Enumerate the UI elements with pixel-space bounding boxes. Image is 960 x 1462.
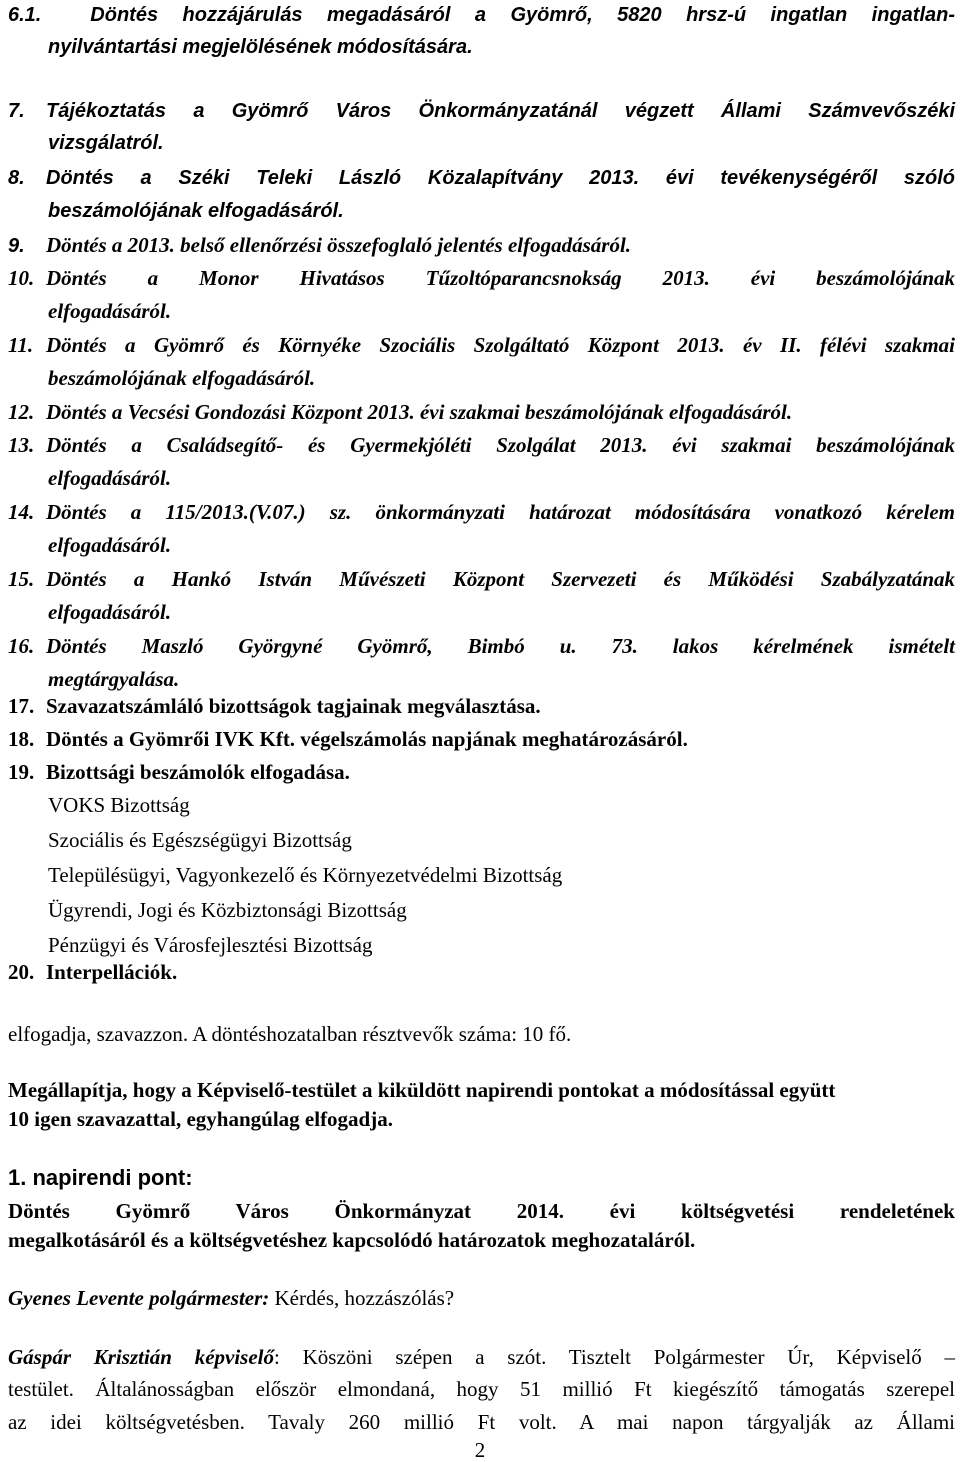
item-text: Döntés hozzájárulás megadásáról a Gyömrő, 5820 hrsz-ú ingatlan ingatlan- [90,4,955,26]
committee-social-health: Szociális és Egészségügyi Bizottság [48,828,352,852]
agenda-item-17 [8,693,955,719]
agenda-item-14 [8,499,955,525]
agenda-item-19 [8,759,955,785]
item-text: Döntés Maszló Györgyné Gyömrő, Bimbó u. 73. lakos kérelmének ismételt [46,634,955,658]
agenda-point-title-2: megalkotásáról és a költségvetéshez kapcsolódó határozatok meghozataláról. [8,1228,696,1252]
item-text: Szavazatszámláló bizottságok tagjainak megválasztása. [46,694,541,718]
speech-text: Kérdés, hozzászólás? [269,1286,455,1310]
speech-representative-line-2: testület. Általánosságban először elmondaná, hogy 51 millió Ft kiegészítő támogatás szerepel [8,1377,955,1401]
agenda-item-12 [8,399,955,425]
item-number: 12. [8,400,35,424]
speech-representative-line-1 [8,1344,955,1370]
agenda-item-9 [8,232,955,259]
item-text: Döntés a Vecsési Gondozási Központ 2013. évi szakmai beszámolójának elfogadásáról. [46,400,793,424]
item-number: 8. [8,167,25,189]
resolution-line-1: Megállapítja, hogy a Képviselő-testület a kiküldött napirendi pontokat a módosítással együtt [8,1078,836,1102]
item-text: Döntés a Családsegítő- és Gyermekjóléti Szolgálat 2013. évi szakmai beszámolójának [46,433,955,457]
item-text: Tájékoztatás a Gyömrő Város Önkormányzatánál végzett Állami Számvevőszéki [46,100,955,122]
agenda-item-13 [8,432,955,458]
committee-voks: VOKS Bizottság [48,793,190,817]
item-number: 14. [8,500,35,524]
speech-mayor [8,1285,955,1311]
resolution-line-2: 10 igen szavazattal, egyhangúlag elfogadja. [8,1107,393,1131]
agenda-point-heading: 1. napirendi pont: [8,1165,193,1190]
item-text: Döntés a Gyömrői IVK Kft. végelszámolás napjának meghatározásáról. [46,727,688,751]
item-number: 6.1. [8,4,42,26]
item-text: Bizottsági beszámolók elfogadása. [46,760,350,784]
agenda-item-7 [8,98,955,124]
item-number: 20. [8,960,35,984]
agenda-item-16 [8,633,955,659]
committee-legal: Ügyrendi, Jogi és Közbiztonsági Bizottság [48,898,407,922]
agenda-item-18 [8,726,955,752]
item-number: 15. [8,567,35,591]
item-number: 9. [8,235,25,257]
speech-text: Köszöni szépen a szót. Tisztelt Polgármester Úr, Képviselő – [279,1345,955,1369]
committee-finance: Pénzügyi és Városfejlesztési Bizottság [48,933,373,957]
speech-representative-line-3: az idei költségvetésben. Tavaly 260 millió Ft volt. A mai napon tárgyalják az Állami [8,1410,955,1434]
item-text: Döntés a 2013. belső ellenőrzési összefoglaló jelentés elfogadásáról. [46,233,632,257]
agenda-item-6-1 [8,2,955,28]
agenda-item-14-cont: elfogadásáról. [48,533,172,557]
agenda-item-20 [8,959,955,985]
item-text: Döntés a Hankó István Művészeti Központ Szervezeti és Működési Szabályzatának [46,567,955,591]
vote-participants-line: elfogadja, szavazzon. A döntéshozatalban résztvevők száma: 10 fő. [8,1022,572,1046]
item-number: 19. [8,760,35,784]
item-number: 10. [8,266,35,290]
page-number: 2 [474,1438,486,1462]
item-number: 13. [8,433,35,457]
item-text: Interpellációk. [46,960,178,984]
item-text: Döntés a 115/2013.(V.07.) sz. önkormányzati határozat módosítására vonatkozó kérelem [46,500,955,524]
speaker-colon: : [274,1345,280,1369]
agenda-item-11 [8,332,955,358]
item-number: 18. [8,727,35,751]
agenda-item-10 [8,265,955,291]
item-text: Döntés a Gyömrő és Környéke Szociális Szolgáltató Központ 2013. év II. félévi szakmai [46,333,955,357]
agenda-item-15 [8,566,955,592]
item-number: 17. [8,694,35,718]
agenda-item-16-cont: megtárgyalása. [48,667,180,691]
agenda-item-10-cont: elfogadásáról. [48,299,172,323]
item-text: Döntés a Széki Teleki László Közalapítvány 2013. évi tevékenységéről szóló [46,167,955,189]
agenda-item-6-1-cont: nyilvántartási megjelölésének módosítására. [48,36,473,58]
speaker-name: Gáspár Krisztián képviselő [8,1345,275,1369]
speaker-name: Gyenes Levente polgármester: [8,1286,270,1310]
agenda-item-7-cont: vizsgálatról. [48,132,164,154]
agenda-item-15-cont: elfogadásáról. [48,600,172,624]
committee-settlement: Településügyi, Vagyonkezelő és Környezetvédelmi Bizottság [48,863,563,887]
item-number: 11. [8,333,34,357]
agenda-item-8-cont: beszámolójának elfogadásáról. [48,200,344,222]
agenda-item-13-cont: elfogadásáról. [48,466,172,490]
agenda-item-8 [8,165,955,191]
agenda-item-11-cont: beszámolójának elfogadásáról. [48,366,316,390]
item-text: Döntés a Monor Hivatásos Tűzoltóparancsnokság 2013. évi beszámolójának [46,266,955,290]
item-number: 16. [8,634,35,658]
agenda-point-title-1: Döntés Gyömrő Város Önkormányzat 2014. évi költségvetési rendeletének [8,1199,955,1223]
item-number: 7. [8,100,25,122]
